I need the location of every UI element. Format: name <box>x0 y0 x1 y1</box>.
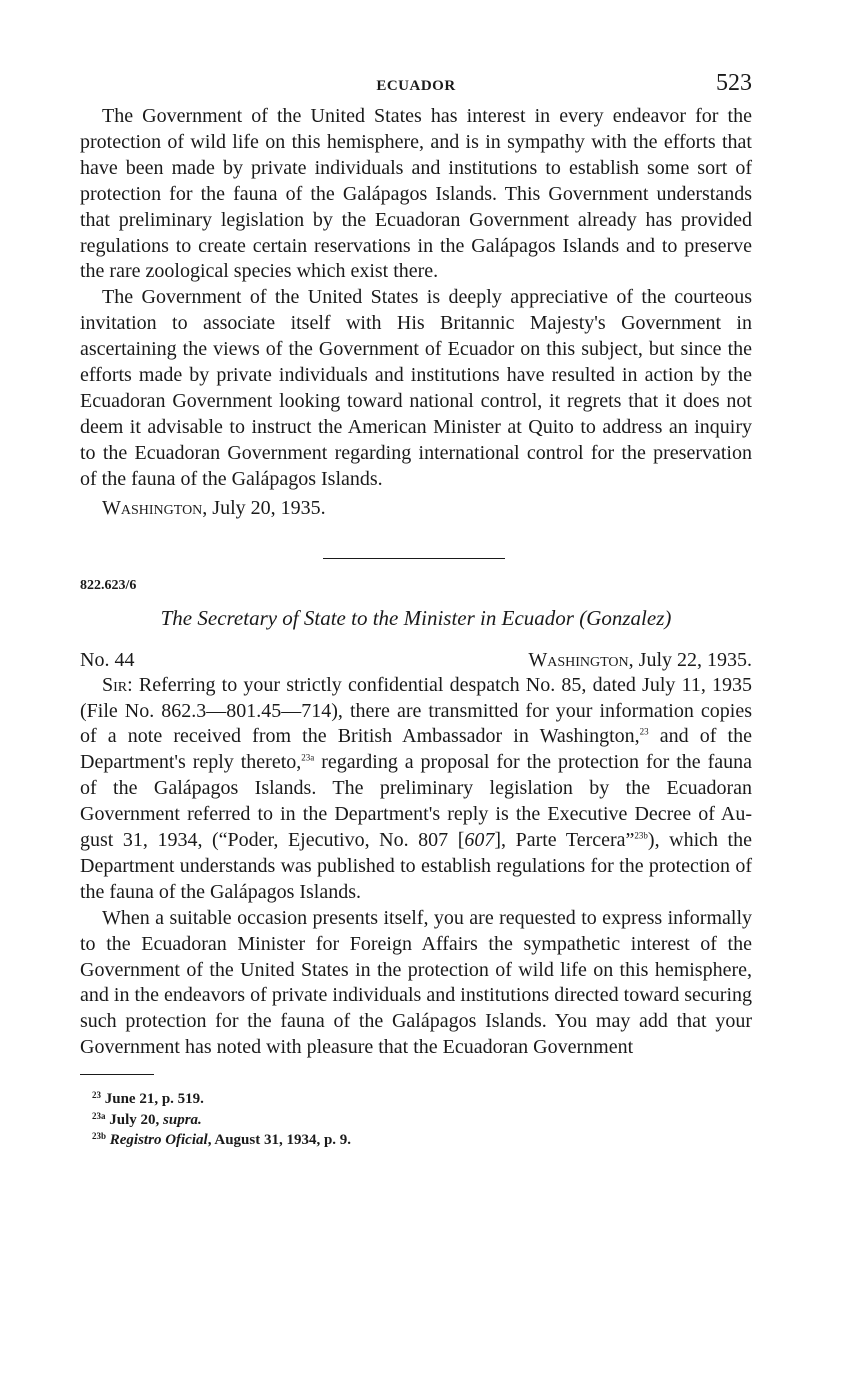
footnote-divider <box>80 1074 154 1075</box>
dateline-place: Washington, <box>528 648 634 671</box>
document-number: No. 44 <box>80 648 135 671</box>
footnote-item <box>92 1128 752 1149</box>
letter-text: ), which the Department understands was published to establish regulations for the protection of the fauna of the Galápagos Islands. <box>80 829 752 903</box>
document-page <box>80 70 752 1149</box>
footnote-mark: 23 <box>92 1090 101 1101</box>
letter-text: and of the Department's reply thereto, <box>80 725 752 774</box>
footnote-italic: Registro Oficial <box>109 1132 208 1149</box>
letter-italic-text: 607 <box>464 829 495 852</box>
footnote-ref: 23b <box>634 830 648 841</box>
footnote-mark: 23b <box>92 1131 107 1142</box>
document-title: The Secretary of State to the Minister in Ecuador (Gonzalez) <box>160 605 672 630</box>
document-title-recipient: Gonzalez <box>586 605 665 630</box>
signoff-place: Washington, <box>102 496 208 519</box>
running-head: ECUADOR <box>376 78 456 94</box>
document-title-main: The Secretary of State to the Minister in Ecuador <box>160 605 574 630</box>
section-divider <box>323 558 505 559</box>
letter-text: Referring to your strictly confidential despatch No. 85, dated July 11, 1935 (File No. 862.3—801.45—714), there are transmitted for your information copies of a note received from the British Ambassador in Washington, <box>80 673 752 748</box>
page-number: 523 <box>716 70 752 96</box>
footnote-text: , August 31, 1934, p. 9. <box>207 1132 352 1149</box>
dateline-date: July 22, 1935. <box>638 648 752 671</box>
footnote-ref: 23 <box>639 726 649 737</box>
footnote-item <box>92 1087 752 1108</box>
letter-text: regarding a proposal for the protection for the fauna of the Galápagos Islands. The preliminary legislation by the Ecuadoran Government referred to in the Department's reply is the Executive Decree of August 31, 1934, (“Poder, Ejecutivo, No. 807 [ <box>80 751 752 852</box>
footnotes <box>80 1087 752 1149</box>
signoff <box>80 495 752 521</box>
footnote-italic: supra. <box>163 1111 202 1128</box>
body-paragraph-1: The Government of the United States has interest in every endeavor for the protection of wild life on this hemisphere, and is in sympathy with the efforts that have been made by private individuals and institutions to establish some sort of protection for the fauna of the Galápagos Islands. This Government understands that preliminary legislation by the Ecuadoran Government already has provided regulations to create certain reservations in the Galápagos Islands and to preserve the rare zoological species which exist there. <box>80 105 752 283</box>
letter-paragraph-2: When a suitable occasion presents itself, you are requested to express informally to the Ecuadoran Minister for Foreign Affairs the sympathetic interest of the Government of the United States in the protection of wild life on this hemisphere, and in the endeavors of private individuals and institutions directed toward securing such protection for the fauna of the Galápagos Islands. You may add that your Government has noted with pleasure that the Ecuadoran Government <box>80 906 752 1059</box>
page-header <box>80 70 752 104</box>
file-number: 822.623/6 <box>80 577 137 593</box>
body-paragraph-2: The Government of the United States is deeply appreciative of the courteous invitation to associate itself with His Britannic Majesty's Government in ascertaining the views of the Government of Ecuador on this subject, but since the efforts made by private individuals and institutions have resulted in action by the Ecuadoran Government looking toward national control, it regrets that it does not deem it advisable to instruct the American Minister at Quito to address an inquiry to the Ecuadoran Government regarding international control for the preservation of the fauna of the Galápagos Islands. <box>80 286 752 490</box>
footnote-ref: 23a <box>301 752 315 763</box>
signoff-date: July 20, 1935. <box>212 496 326 519</box>
footnote-mark: 23a <box>92 1110 106 1121</box>
footnote-text: June 21, p. 519. <box>104 1091 204 1108</box>
footnote-text: July 20, <box>109 1111 164 1128</box>
footnote-item <box>92 1108 752 1129</box>
letter-text: ], Parte Tercera” <box>494 829 635 852</box>
document-dateline <box>528 647 752 673</box>
letter-paragraph-1 <box>80 673 752 906</box>
dateline <box>80 647 752 673</box>
salutation: Sir: <box>102 673 133 696</box>
